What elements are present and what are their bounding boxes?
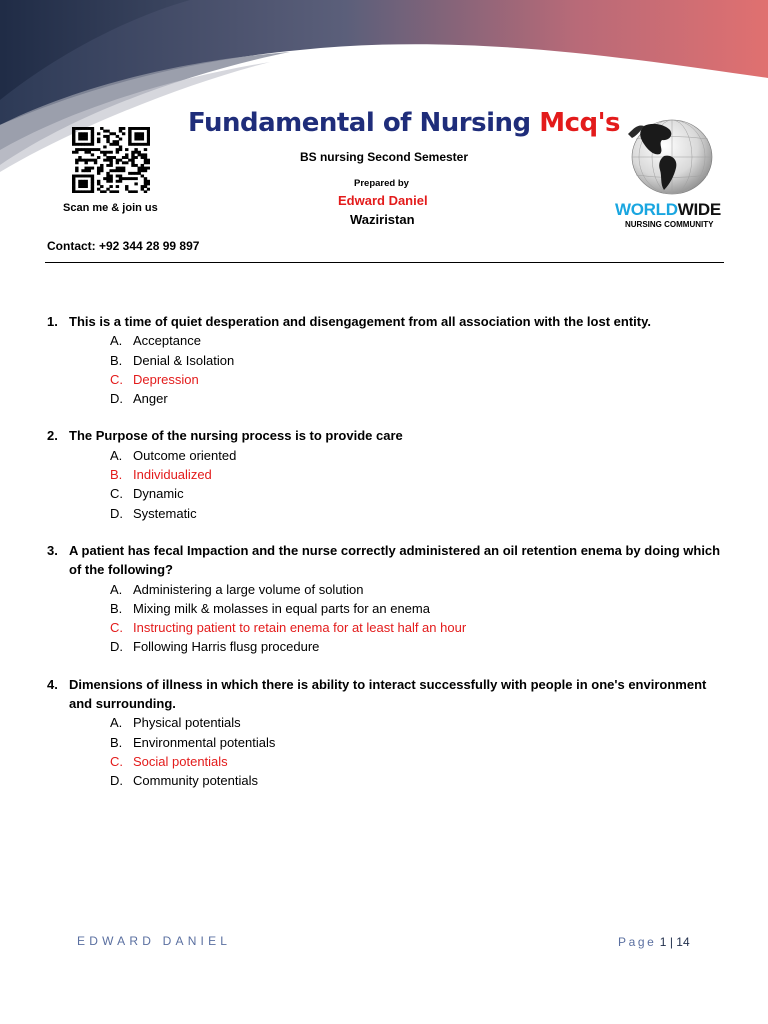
question-number: 2. xyxy=(47,428,58,444)
prepared-by-label: Prepared by xyxy=(354,178,409,189)
option-letter: C. xyxy=(110,620,123,636)
option-letter: B. xyxy=(110,734,123,750)
header-divider xyxy=(45,262,724,263)
question-text: Dimensions of illness in which there is ability to interact successfully with people in one's environment and surrounding. xyxy=(69,676,707,712)
answer-option xyxy=(47,713,727,732)
option-text: Outcome oriented xyxy=(133,447,237,463)
question-text: The Purpose of the nursing process is to provide care xyxy=(69,428,403,444)
logo-subtitle: NURSING COMMUNITY xyxy=(625,220,714,229)
title-main: Fundamental of Nursing xyxy=(188,108,531,138)
answer-option xyxy=(47,484,727,503)
answer-option xyxy=(47,771,727,790)
question-item xyxy=(47,426,727,522)
option-text: Dynamic xyxy=(133,486,184,502)
answer-option xyxy=(47,389,727,408)
author-name: Edward Daniel xyxy=(338,193,428,208)
answer-option-correct xyxy=(47,370,727,389)
option-letter: D. xyxy=(110,505,123,521)
option-list xyxy=(47,713,727,790)
answer-option xyxy=(47,351,727,370)
option-list xyxy=(47,580,727,657)
answer-option xyxy=(47,446,727,465)
answer-option xyxy=(47,580,727,599)
option-letter: C. xyxy=(110,371,123,387)
option-text: Community potentials xyxy=(133,773,258,789)
option-text: Depression xyxy=(133,371,199,387)
question-item xyxy=(47,675,727,791)
question-list xyxy=(47,312,727,809)
option-text: Physical potentials xyxy=(133,715,241,731)
question-number: 4. xyxy=(47,676,58,692)
qr-caption: Scan me & join us xyxy=(63,202,158,214)
option-text: Social potentials xyxy=(133,753,228,769)
option-text: Acceptance xyxy=(133,333,201,349)
option-text: Anger xyxy=(133,391,168,407)
answer-option xyxy=(47,504,727,523)
option-text: Denial & Isolation xyxy=(133,352,235,368)
question-number: 1. xyxy=(47,314,58,329)
subtitle: BS nursing Second Semester xyxy=(299,150,469,164)
option-letter: B. xyxy=(110,467,123,483)
option-list xyxy=(47,331,727,408)
answer-option-correct xyxy=(47,465,727,484)
question-item xyxy=(47,312,727,408)
option-letter: C. xyxy=(110,753,123,769)
option-letter: D. xyxy=(110,391,123,407)
option-letter: A. xyxy=(110,447,123,463)
option-text: Instructing patient to retain enema for at least half an hour xyxy=(133,620,467,636)
option-letter: D. xyxy=(110,773,123,789)
option-letter: B. xyxy=(110,600,123,616)
option-letter: B. xyxy=(110,352,123,368)
answer-option xyxy=(47,599,727,618)
author-location: Waziristan xyxy=(350,212,415,227)
option-letter: A. xyxy=(110,333,123,349)
option-text: Environmental potentials xyxy=(133,734,276,750)
option-letter: C. xyxy=(110,486,123,502)
option-letter: A. xyxy=(110,715,123,731)
option-text: Following Harris flusg procedure xyxy=(133,639,320,655)
option-text: Systematic xyxy=(133,505,197,521)
option-text: Mixing milk & molasses in equal parts for an enema xyxy=(133,600,430,616)
answer-option-correct xyxy=(47,618,727,637)
page-indicator: Page 1 | 14 xyxy=(618,935,690,949)
option-letter: A. xyxy=(110,581,123,597)
question-number: 3. xyxy=(47,542,58,558)
globe-icon xyxy=(624,114,716,196)
question-item xyxy=(47,541,727,657)
option-text: Administering a large volume of solution xyxy=(133,581,364,597)
answer-option xyxy=(47,733,727,752)
answer-option xyxy=(47,331,727,350)
answer-option-correct xyxy=(47,752,727,771)
question-text: This is a time of quiet desperation and disengagement from all association with the lost entity. xyxy=(69,314,651,329)
option-list xyxy=(47,446,727,523)
question-text: A patient has fecal Impaction and the nurse correctly administered an oil retention enema by doing which of the following? xyxy=(69,542,721,578)
option-letter: D. xyxy=(110,639,123,655)
title-accent: Mcq's xyxy=(539,108,621,138)
contact-info: Contact: +92 344 28 99 897 xyxy=(47,239,200,253)
logo-worldwide: WORLDWIDE xyxy=(615,200,721,219)
footer-author: EDWARD DANIEL xyxy=(77,934,232,948)
option-text: Individualized xyxy=(133,467,212,483)
answer-option xyxy=(47,637,727,656)
page-title xyxy=(188,108,620,138)
